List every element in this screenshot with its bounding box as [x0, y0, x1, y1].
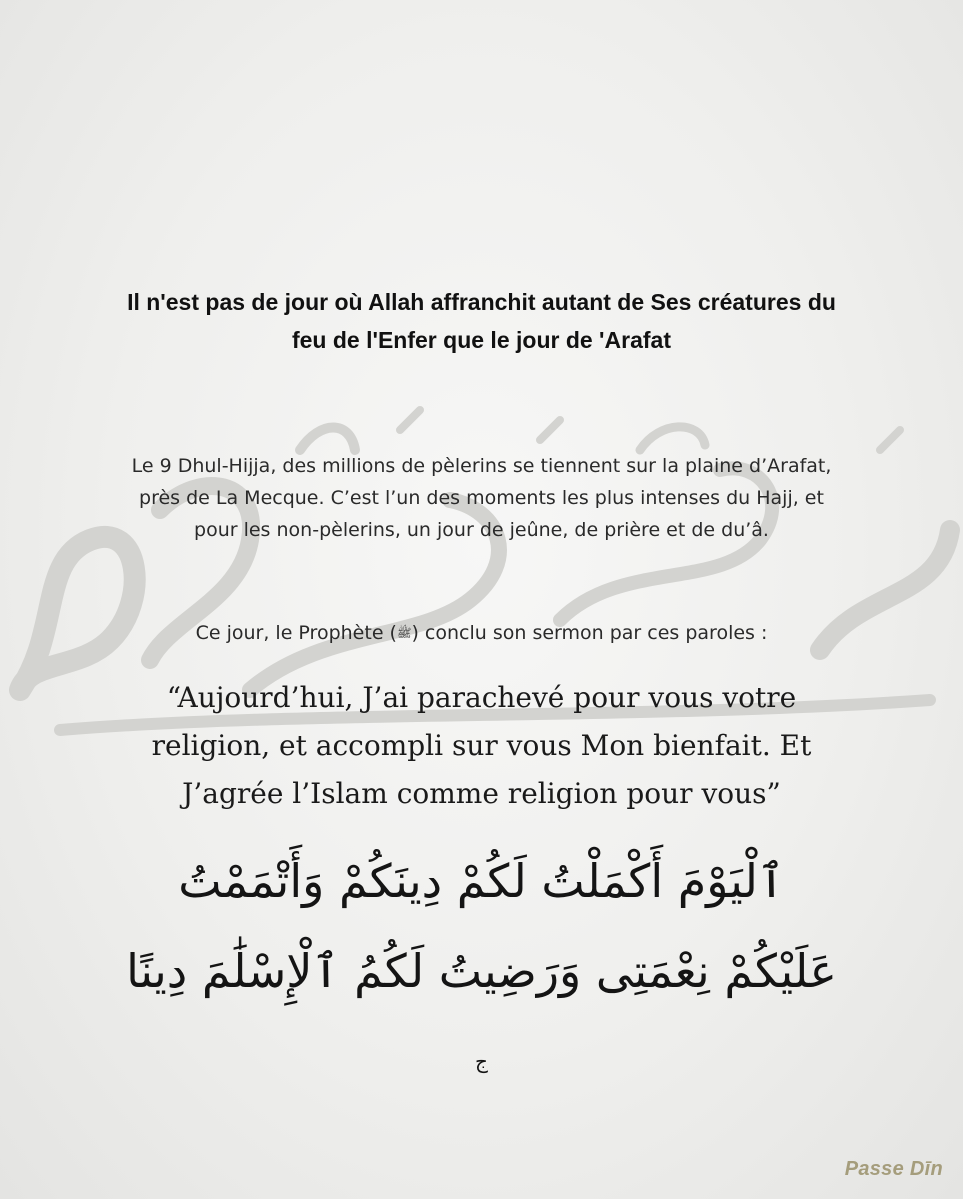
intro-paragraph	[20, 450, 943, 546]
sermon-intro-before: Ce jour, le Prophète (	[195, 622, 397, 644]
salawat-seal: ﷺ	[396, 626, 412, 640]
quote-line-3: J’agrée l’Islam comme religion pour vous”	[182, 777, 781, 810]
quote-line-2: religion, et accompli sur vous Mon bienfait. Et	[151, 729, 812, 762]
paragraph-line-3: pour les non-pèlerins, un jour de jeûne, de prière et de du’â.	[194, 519, 769, 541]
quote-line-1: “Aujourd’hui, J’ai parachevé pour vous votre	[166, 681, 797, 714]
arabic-verse	[40, 836, 923, 1106]
paragraph-line-2: près de La Mecque. C’est l’un des moments les plus intenses du Hajj, et	[139, 487, 824, 509]
arabic-line-1: ٱلْيَوْمَ أَكْمَلْتُ لَكُمْ دِينَكُمْ وَأَتْمَمْتُ	[178, 854, 785, 908]
page-title	[20, 283, 943, 359]
arabic-line-2-wrap	[40, 926, 923, 1106]
arabic-line-2: عَلَيْكُمْ نِعْمَتِى وَرَضِيتُ لَكُمُ ٱلْإِسْلَٰمَ دِينًا	[126, 944, 837, 998]
title-line-1: Il n'est pas de jour où Allah affranchit autant de Ses créatures du	[127, 289, 836, 315]
pause-mark: ج	[475, 1049, 488, 1073]
sermon-intro	[20, 617, 943, 649]
sermon-intro-after: ) conclu son sermon par ces paroles :	[411, 622, 768, 644]
title-line-2: feu de l'Enfer que le jour de 'Arafat	[291, 327, 671, 353]
verse-translation	[20, 674, 943, 818]
brand-logo: Passe Dīn	[844, 1158, 943, 1180]
paragraph-line-1: Le 9 Dhul-Hijja, des millions de pèlerins se tiennent sur la plaine d’Arafat,	[131, 455, 832, 477]
